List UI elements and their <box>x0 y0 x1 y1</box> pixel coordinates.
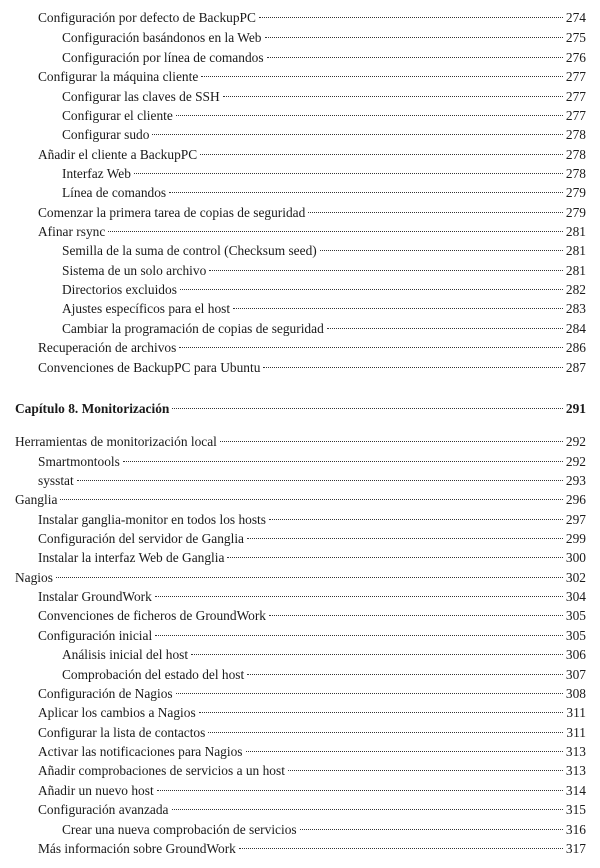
toc-entry <box>38 800 586 819</box>
toc-entry-page: 281 <box>565 243 586 258</box>
toc-entry-page: 302 <box>565 570 586 585</box>
toc-entry <box>62 28 586 47</box>
toc-entry-page: 292 <box>565 434 586 449</box>
toc-entry-title: Activar las notificaciones para Nagios <box>38 744 243 759</box>
toc-entry-title: Configuración avanzada <box>38 802 169 817</box>
toc-entry <box>38 761 586 780</box>
dot-leader <box>157 790 563 791</box>
toc-entry-page: 279 <box>565 185 586 200</box>
toc-entry <box>62 87 586 106</box>
toc-entry <box>62 241 586 260</box>
toc-entry-title: Línea de comandos <box>62 185 167 200</box>
toc-entry-title: Instalar ganglia-monitor en todos los hosts <box>38 512 266 527</box>
dot-leader <box>209 270 563 271</box>
dot-leader <box>169 192 563 193</box>
toc-entry-title: Instalar GroundWork <box>38 589 152 604</box>
toc-entry-page: 277 <box>565 108 586 123</box>
toc-entry-page: 296 <box>565 492 586 507</box>
toc-entry-title: Configuración de Nagios <box>38 686 173 701</box>
toc-entry <box>38 67 586 86</box>
toc-entry-page: 305 <box>565 628 586 643</box>
toc-entry-page: 305 <box>565 608 586 623</box>
toc-entry-page: 287 <box>565 360 586 375</box>
dot-leader <box>176 115 563 116</box>
toc-entry-title: Configurar la máquina cliente <box>38 69 199 84</box>
toc-entry <box>38 587 586 606</box>
toc-entry <box>38 452 586 471</box>
toc-entry-page: 279 <box>565 205 586 220</box>
toc-entry-title: Análisis inicial del host <box>62 647 189 662</box>
dot-leader <box>201 76 563 77</box>
toc-entry-title: Más información sobre GroundWork <box>38 841 236 856</box>
dot-leader <box>247 674 563 675</box>
toc-entry <box>38 203 586 222</box>
toc-entry-title: Aplicar los cambios a Nagios <box>38 705 196 720</box>
toc-entry-page: 306 <box>565 647 586 662</box>
toc-entry-title: Añadir comprobaciones de servicios a un host <box>38 763 285 778</box>
toc-entry-page: 315 <box>565 802 586 817</box>
toc-entry-title: sysstat <box>38 473 74 488</box>
dot-leader <box>155 596 563 597</box>
dot-leader <box>320 250 563 251</box>
toc-entry <box>62 665 586 684</box>
dot-leader <box>172 809 563 810</box>
toc-entry-title: Configuración por línea de comandos <box>62 50 264 65</box>
dot-leader <box>300 829 563 830</box>
toc-entry <box>62 319 586 338</box>
dot-leader <box>152 134 563 135</box>
dot-leader <box>176 693 563 694</box>
toc-entry-title: Ajustes específicos para el host <box>62 301 231 316</box>
toc-entry-page: 282 <box>565 282 586 297</box>
dot-leader <box>227 557 562 558</box>
dot-leader <box>327 328 563 329</box>
toc-entry-title: Capítulo 8. Monitorización <box>15 401 170 416</box>
toc-entry-page: 286 <box>565 340 586 355</box>
toc-entry-page: 317 <box>565 841 586 856</box>
toc-entry-title: Crear una nueva comprobación de servicios <box>62 822 297 837</box>
toc-chapter-heading <box>15 399 586 418</box>
toc-entry-page: 284 <box>565 321 586 336</box>
toc-entry-page: 311 <box>566 705 586 720</box>
dot-leader <box>263 367 563 368</box>
toc-entry-page: 278 <box>565 166 586 181</box>
dot-leader <box>220 441 563 442</box>
toc-entry <box>62 280 586 299</box>
toc-entry-title: Comenzar la primera tarea de copias de seguridad <box>38 205 306 220</box>
toc-entry-title: Smartmontools <box>38 454 120 469</box>
dot-leader <box>134 173 563 174</box>
toc-entry-title: Configuración inicial <box>38 628 153 643</box>
toc-entry-title: Configuración por defecto de BackupPC <box>38 10 256 25</box>
toc-entry-title: Añadir el cliente a BackupPC <box>38 147 198 162</box>
toc-entry-page: 278 <box>565 127 586 142</box>
dot-leader <box>208 732 563 733</box>
toc-entry-title: Cambiar la programación de copias de seguridad <box>62 321 324 336</box>
toc-entry-page: 278 <box>565 147 586 162</box>
toc-entry-page: 304 <box>565 589 586 604</box>
toc-entry <box>38 145 586 164</box>
toc-entry-title: Sistema de un solo archivo <box>62 263 207 278</box>
toc-entry-title: Configuración del servidor de Ganglia <box>38 531 245 546</box>
toc-entry-title: Interfaz Web <box>62 166 131 181</box>
toc-entry-page: 281 <box>565 224 586 239</box>
toc-entry-title: Afinar rsync <box>38 224 106 239</box>
toc-entry-page: 291 <box>565 401 586 416</box>
toc-entry-page: 316 <box>565 822 586 837</box>
toc-entry-title: Instalar la interfaz Web de Ganglia <box>38 550 225 565</box>
dot-leader <box>172 408 563 409</box>
dot-leader <box>223 96 563 97</box>
toc-entry-page: 313 <box>565 763 586 778</box>
toc-entry <box>38 8 586 27</box>
toc-entry-page: 283 <box>565 301 586 316</box>
toc-entry <box>38 626 586 645</box>
dot-leader <box>247 538 563 539</box>
toc-entry <box>38 839 586 858</box>
toc-entry <box>38 548 586 567</box>
toc-entry-page: 313 <box>565 744 586 759</box>
toc-entry-title: Configurar sudo <box>62 127 150 142</box>
toc-entry-page: 281 <box>565 263 586 278</box>
toc-entry-title: Comprobación del estado del host <box>62 667 245 682</box>
toc-entry <box>38 684 586 703</box>
toc-entry <box>38 338 586 357</box>
dot-leader <box>308 212 563 213</box>
toc-entry-page: 297 <box>565 512 586 527</box>
dot-leader <box>269 615 563 616</box>
dot-leader <box>108 231 563 232</box>
dot-leader <box>199 712 564 713</box>
toc-entry-title: Configuración basándonos en la Web <box>62 30 262 45</box>
toc-entry-page: 311 <box>566 725 586 740</box>
toc-entry <box>38 510 586 529</box>
dot-leader <box>233 308 563 309</box>
toc-entry <box>62 299 586 318</box>
toc-entry-title: Directorios excluidos <box>62 282 177 297</box>
toc-entry-title: Configurar el cliente <box>62 108 173 123</box>
dot-leader <box>191 654 563 655</box>
toc-entry-page: 293 <box>565 473 586 488</box>
toc-entry-page: 307 <box>565 667 586 682</box>
dot-leader <box>288 770 563 771</box>
dot-leader <box>60 499 563 500</box>
toc-entry <box>38 358 586 377</box>
toc-entry <box>62 645 586 664</box>
toc-entry-title: Configurar las claves de SSH <box>62 89 220 104</box>
toc-entry <box>15 568 586 587</box>
toc-entry <box>62 820 586 839</box>
toc-entry-page: 277 <box>565 69 586 84</box>
toc-entry-page: 299 <box>565 531 586 546</box>
toc-entry <box>62 125 586 144</box>
toc-entry <box>38 471 586 490</box>
toc-entry <box>62 261 586 280</box>
toc-entry-page: 276 <box>565 50 586 65</box>
toc-entry-page: 292 <box>565 454 586 469</box>
toc-entry <box>38 742 586 761</box>
toc-entry-page: 274 <box>565 10 586 25</box>
toc-entry <box>15 432 586 451</box>
dot-leader <box>239 848 563 849</box>
toc-entry <box>38 781 586 800</box>
dot-leader <box>267 57 563 58</box>
dot-leader <box>179 347 563 348</box>
dot-leader <box>259 17 563 18</box>
toc-entry <box>38 606 586 625</box>
toc-entry-page: 314 <box>565 783 586 798</box>
toc-entry-title: Herramientas de monitorización local <box>15 434 217 449</box>
toc-entry-page: 277 <box>565 89 586 104</box>
toc-entry-page: 300 <box>565 550 586 565</box>
toc-entry-title: Convenciones de BackupPC para Ubuntu <box>38 360 261 375</box>
dot-leader <box>200 154 563 155</box>
toc-entry-title: Convenciones de ficheros de GroundWork <box>38 608 266 623</box>
toc-entry-title: Recuperación de archivos <box>38 340 177 355</box>
dot-leader <box>56 577 563 578</box>
toc-entry-title: Semilla de la suma de control (Checksum seed) <box>62 243 317 258</box>
toc-entry-page: 275 <box>565 30 586 45</box>
toc-entry-title: Nagios <box>15 570 53 585</box>
toc-entry-title: Configurar la lista de contactos <box>38 725 206 740</box>
toc-entry-page: 308 <box>565 686 586 701</box>
toc-entry <box>62 183 586 202</box>
toc-entry <box>15 490 586 509</box>
dot-leader <box>180 289 563 290</box>
dot-leader <box>265 37 563 38</box>
toc-entry <box>62 164 586 183</box>
toc-entry <box>38 703 586 722</box>
toc-entry-title: Ganglia <box>15 492 58 507</box>
dot-leader <box>155 635 563 636</box>
toc-entry <box>62 106 586 125</box>
toc-entry <box>38 529 586 548</box>
toc-entry <box>62 48 586 67</box>
toc-entry-title: Añadir un nuevo host <box>38 783 154 798</box>
toc-entry <box>38 723 586 742</box>
toc-entry <box>38 222 586 241</box>
dot-leader <box>123 461 563 462</box>
dot-leader <box>269 519 563 520</box>
dot-leader <box>77 480 563 481</box>
dot-leader <box>246 751 563 752</box>
